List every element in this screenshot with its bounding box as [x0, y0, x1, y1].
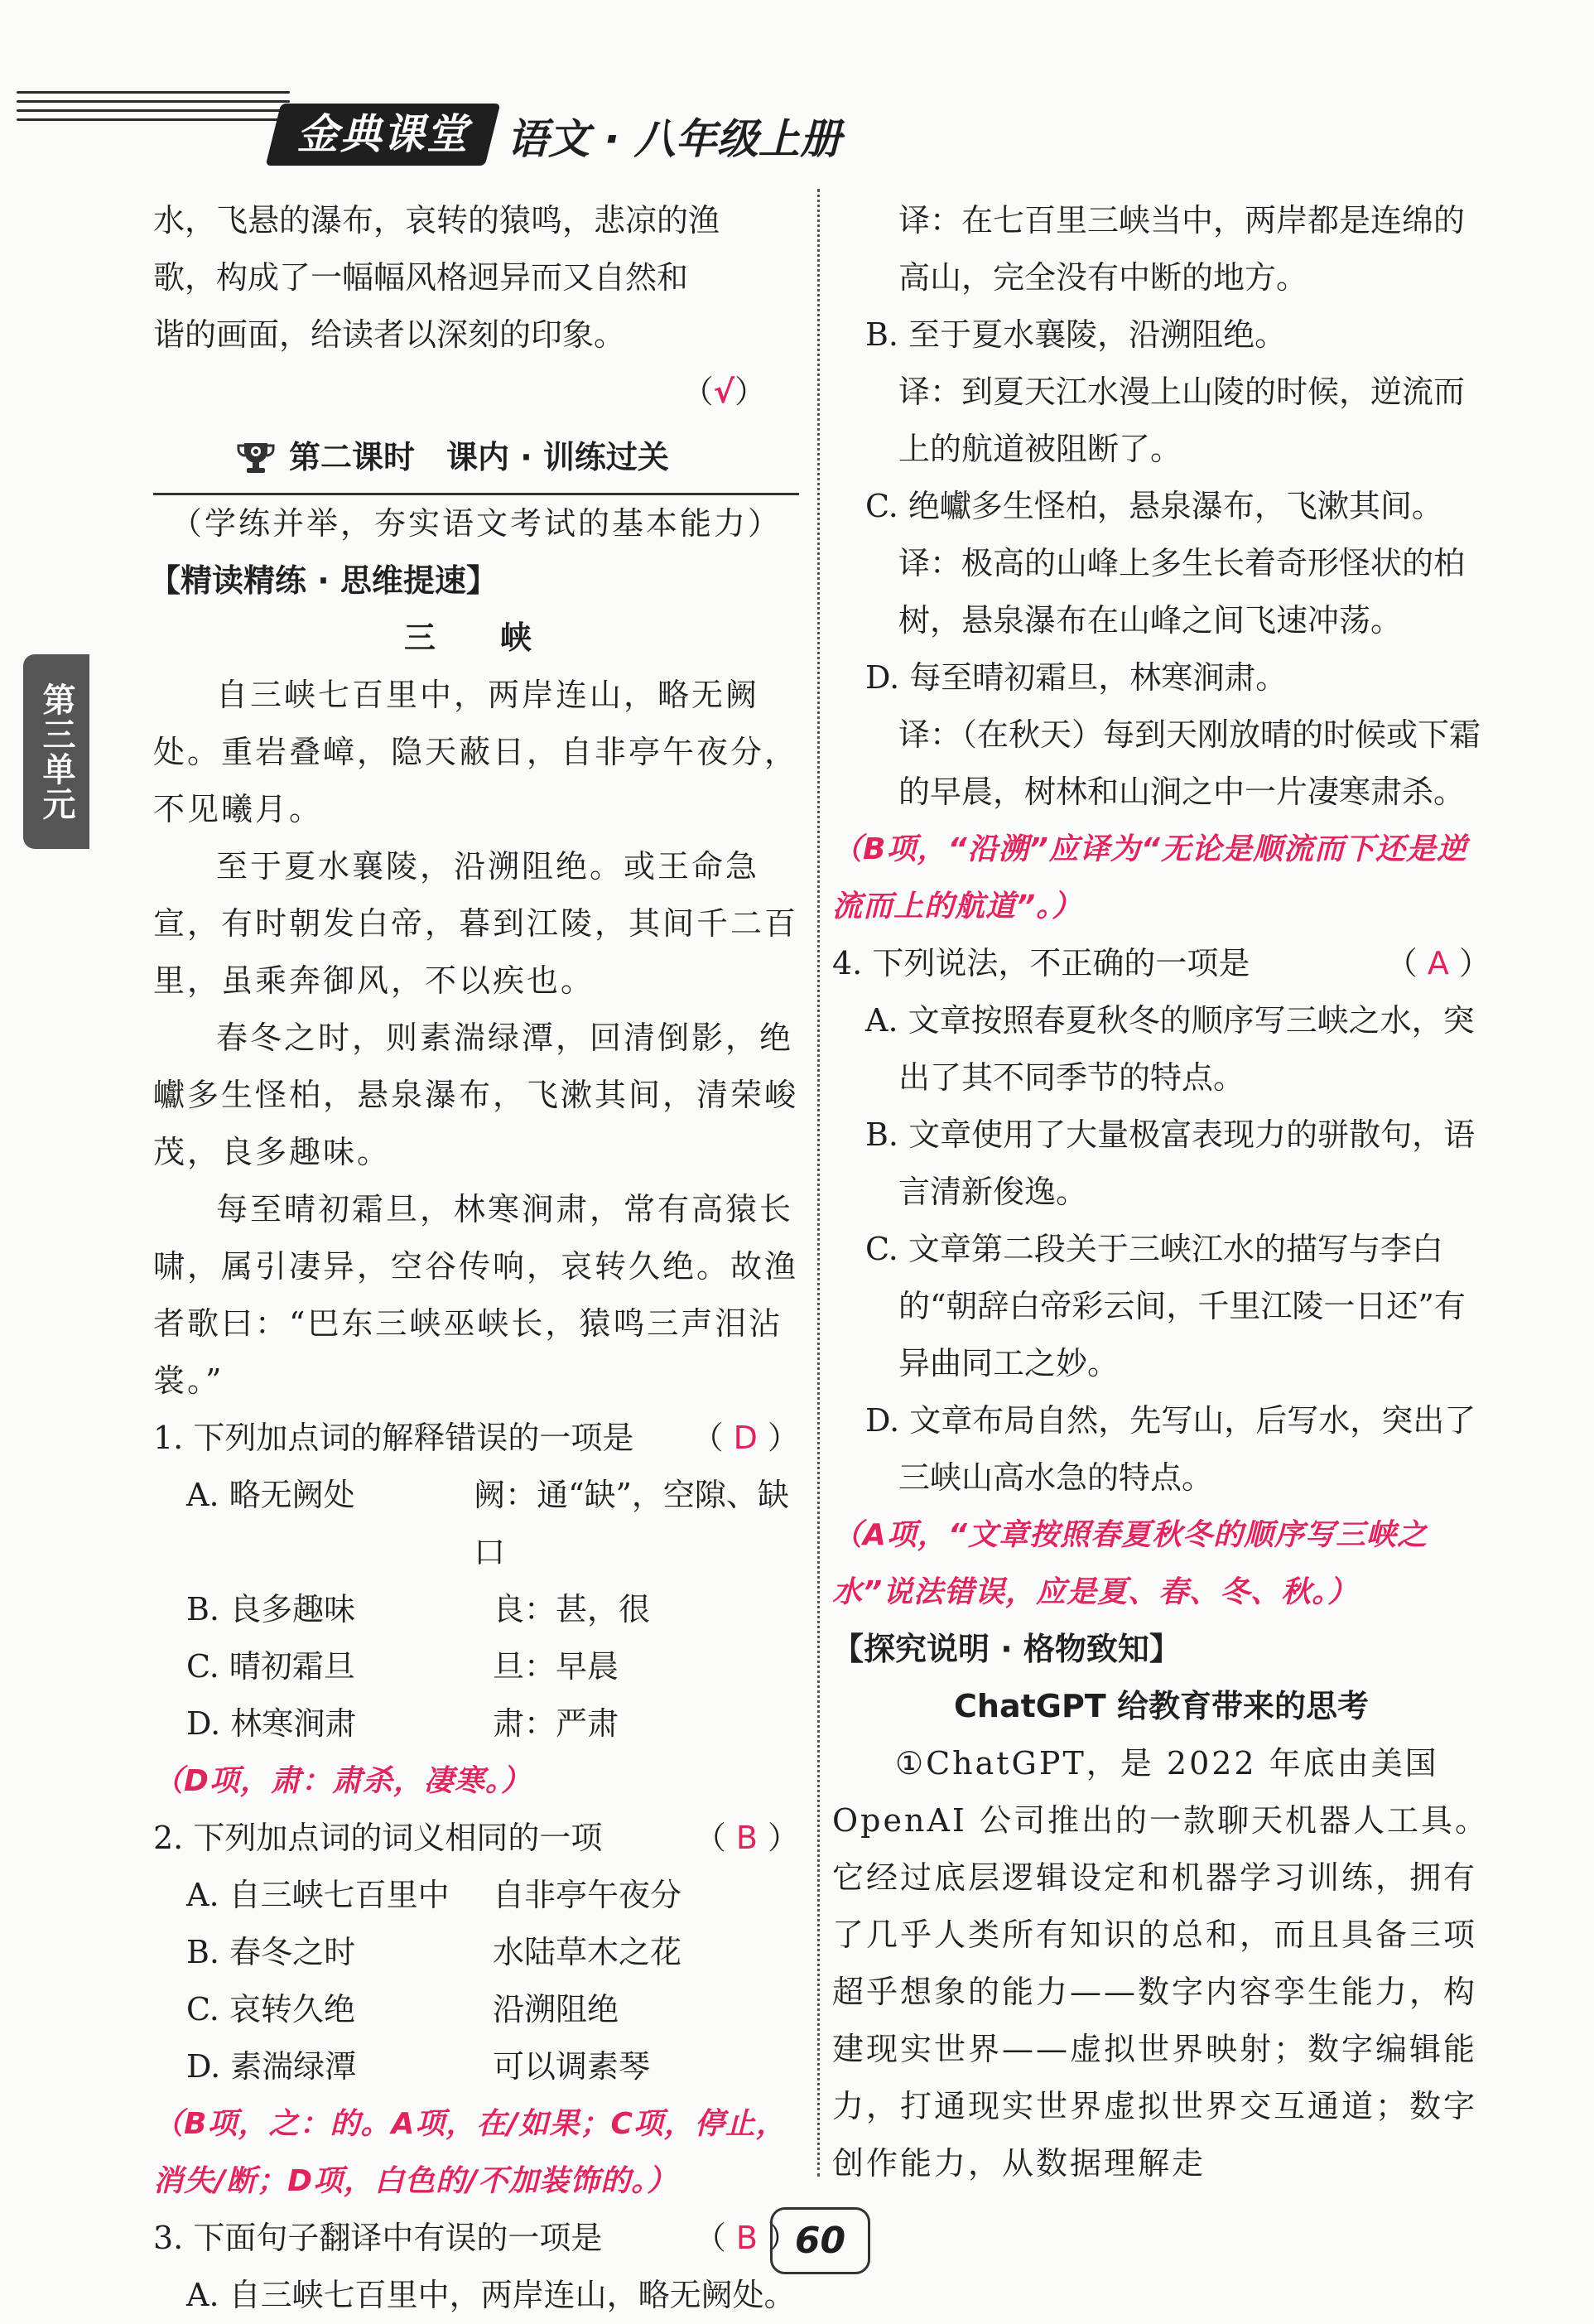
q3-explanation: （B项，“沿溯”应译为“无论是顺流而下还是逆流而上的航道”。）	[832, 832, 1467, 923]
subject-title: 语文 · 八年级上册	[507, 115, 841, 163]
header-decorative-lines	[17, 91, 290, 141]
article-paragraph-1: ①ChatGPT，是 2022 年底由美国 OpenAI 公司推出的一款聊天机器人工具。它经过底层逻辑设定和机器学习训练，拥有了几乎人类所有知识的总和，而且具备三项超乎想象的能力——数字内容孪生能力，构建现实世界——虚拟世界映射；数字编辑能力，打通现实世界虚拟世界交互通道；数字创作能力，从数据理解走	[832, 1745, 1489, 2182]
question-1-answer: D	[733, 1420, 758, 1456]
box-heading: 【精读精练 · 思维提速】	[149, 562, 498, 599]
check-mark-icon: √	[713, 374, 734, 410]
q1-option-b: B. 良多趣味 良：甚，很	[186, 1591, 651, 1627]
q4-explanation: （A项，“文章按照春夏秋冬的顺序写三峡之水”说法错误，应是夏、春、冬、秋。）	[832, 1518, 1428, 1609]
section-heading	[236, 429, 799, 486]
q1-option-c: C. 晴初霜旦 旦：早晨	[186, 1648, 619, 1685]
q3-option-b: B. 至于夏水襄陵，沿溯阻绝。	[865, 316, 1287, 353]
question-2-answer-box: （ B ）	[694, 1820, 799, 1856]
q3-option-d-translation: 译：（在秋天）每到天刚放晴的时候或下霜的早晨，树林和山涧之中一片凄寒肃杀。	[898, 716, 1481, 810]
question-3-stem: 3. 下面句子翻译中有误的一项是	[153, 2220, 603, 2256]
q2-option-b: B. 春冬之时 水陆草木之花	[186, 1934, 682, 1970]
text-paragraph-4: 每至晴初霜旦，林寒涧肃，常有高猿长啸，属引凄异，空谷传响，哀转久绝。故渔者歌曰：“巴东三峡巫峡长，猿鸣三声泪沾裳。”	[153, 1191, 799, 1399]
question-2-answer: B	[735, 1820, 758, 1856]
page-number: 60	[770, 2207, 870, 2274]
q3-option-c: C. 绝巘多生怪柏，悬泉瀑布，飞漱其间。	[865, 488, 1443, 524]
trophy-icon	[236, 440, 276, 476]
question-4-stem: 4. 下列说法，不正确的一项是	[832, 945, 1250, 981]
q4-option-b: B. 文章使用了大量极富表现力的骈散句，语言清新俊逸。	[865, 1116, 1476, 1210]
question-4-answer-box: （ A ）	[1385, 945, 1490, 981]
text-title: 三 峡	[403, 620, 548, 656]
q2-option-a: A. 自三峡七百里中 自非亭午夜分	[186, 1877, 682, 1913]
article-title: ChatGPT 给教育带来的思考	[954, 1688, 1369, 1724]
q3-option-b-translation: 译：到夏天江水漫上山陵的时候，逆流而上的航道被阻断了。	[898, 374, 1466, 467]
question-1-stem: 1. 下列加点词的解释错误的一项是	[153, 1420, 634, 1456]
q4-option-d: D. 文章布局自然，先写山，后写水，突出了三峡山高水急的特点。	[865, 1402, 1476, 1496]
unit-side-tab: 第三单元	[23, 654, 89, 849]
text-paragraph-2: 至于夏水襄陵，沿溯阻绝。或王命急宣，有时朝发白帝，暮到江陵，其间千二百里，虽乘奔御风，不以疾也。	[153, 848, 799, 999]
section-subtitle: （学练并举，夯实语文考试的基本能力）	[170, 505, 782, 542]
section-title: 第二课时 课内 · 训练过关	[289, 439, 669, 475]
q2-option-c: C. 哀转久绝 沿溯阻绝	[186, 1991, 619, 2027]
brand-badge	[266, 104, 501, 166]
box-heading-2: 【探究说明 · 格物致知】	[832, 1631, 1181, 1667]
column-divider	[817, 189, 820, 2177]
continued-line-2: 歌，构成了一幅幅风格迥异而又自然和	[153, 259, 689, 296]
right-column	[832, 192, 1490, 2192]
question-3-answer: B	[735, 2220, 758, 2256]
question-4-answer: A	[1427, 945, 1449, 981]
question-3-answer-box: （ B ）	[694, 2220, 799, 2256]
q3-option-c-translation: 译：极高的山峰上多生长着奇形怪状的柏树，悬泉瀑布在山峰之间飞速冲荡。	[898, 545, 1466, 639]
continued-line-1: 水，飞悬的瀑布，哀转的猿鸣，悲凉的渔	[153, 202, 720, 239]
question-4	[832, 935, 1490, 992]
q1-option-d: D. 林寒涧肃 肃：严肃	[186, 1705, 619, 1742]
question-1-answer-box: （ D ）	[691, 1420, 799, 1456]
question-3	[153, 2210, 799, 2267]
question-1	[153, 1410, 799, 1467]
q2-explanation: （B项，之：的。A项，在/如果；C项，停止，消失/断；D项，白色的/不加装饰的。）	[153, 2107, 787, 2198]
q3-option-a-translation: 译：在七百里三峡当中，两岸都是连绵的高山，完全没有中断的地方。	[898, 202, 1466, 296]
continued-line-3: 谐的画面，给读者以深刻的印象。	[153, 316, 626, 353]
q4-option-c: C. 文章第二段关于三峡江水的描写与李白的“朝辞白帝彩云间，千里江陵一日还”有异曲同工之妙。	[865, 1231, 1466, 1381]
q1-explanation: （D项，肃：肃杀，凄寒。）	[153, 1764, 532, 1798]
q2-option-d: D. 素湍绿潭 可以调素琴	[186, 2048, 651, 2085]
brand-text: 金典课堂	[296, 110, 470, 158]
question-2	[153, 1810, 799, 1867]
q1-option-a: A. 略无阙处 阙：通“缺”，空隙、缺口	[186, 1477, 789, 1570]
q3-option-a: A. 自三峡七百里中，两岸连山，略无阙处。	[186, 2277, 796, 2313]
question-2-stem: 2. 下列加点词的词义相同的一项	[153, 1820, 603, 1856]
left-column	[149, 192, 799, 2324]
q4-option-a: A. 文章按照春夏秋冬的顺序写三峡之水，突出了其不同季节的特点。	[865, 1002, 1475, 1096]
answer-mark: （√）	[681, 374, 766, 410]
text-paragraph-1: 自三峡七百里中，两岸连山，略无阙处。重岩叠嶂，隐天蔽日，自非亭午夜分，不见曦月。	[153, 677, 799, 827]
text-paragraph-3: 春冬之时，则素湍绿潭，回清倒影，绝巘多生怪柏，悬泉瀑布，飞漱其间，清荣峻茂，良多趣味。	[153, 1020, 799, 1170]
q3-option-d: D. 每至晴初霜旦，林寒涧肃。	[865, 659, 1288, 696]
